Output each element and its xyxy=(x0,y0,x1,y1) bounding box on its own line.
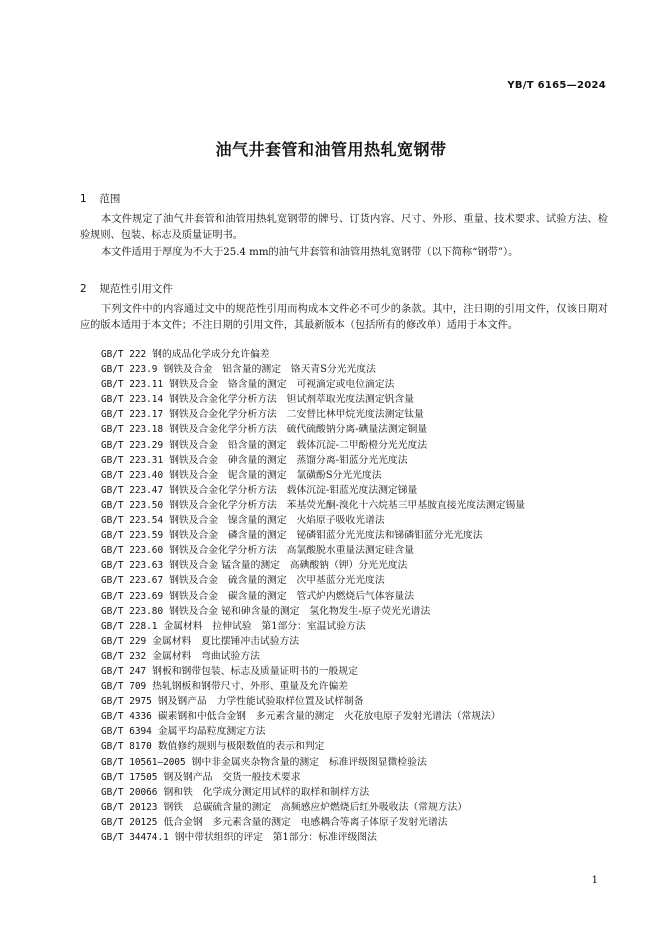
reference-title: 钢铁及合金 砷含量的测定 蒸馏分离-钼蓝分光光度法 xyxy=(169,454,408,466)
reference-title: 数值修约规则与极限数值的表示和判定 xyxy=(157,741,325,753)
reference-item xyxy=(80,438,608,453)
reference-code: GB/T 228.1 xyxy=(101,620,158,632)
reference-code: GB/T 223.9 xyxy=(101,364,158,376)
section-1-title: 范围 xyxy=(99,193,121,205)
reference-item xyxy=(80,558,608,573)
reference-item xyxy=(80,739,608,754)
reference-title: 钢铁及合金 铌含量的测定 氯磺酚S分光光度法 xyxy=(169,469,382,481)
reference-title: 钢和铁 化学成分测定用试样的取样和制样方法 xyxy=(163,786,370,798)
reference-item xyxy=(80,664,608,679)
reference-title: 钢铁及合金 磷含量的测定 铋磷钼蓝分光光度法和锑磷钼蓝分光光度法 xyxy=(169,530,483,542)
reference-item xyxy=(80,755,608,770)
reference-title: 钢铁及合金 铅含量的测定 载体沉淀-二甲酚橙分光光度法 xyxy=(169,439,428,451)
reference-item xyxy=(80,407,608,422)
reference-title: 钢及钢产品 交货一般技术要求 xyxy=(163,771,301,783)
section-2-intro: 下列文件中的内容通过文中的规范性引用而构成本文件必不可少的条款。其中，注日期的引用文件，仅该日期对应的版本适用于本文件；不注日期的引用文件，其最新版本（包括所有的修改单）适用于本文件。 xyxy=(80,304,608,331)
reference-item xyxy=(80,589,608,604)
reference-code: GB/T 6394 xyxy=(101,726,152,738)
reference-item xyxy=(80,679,608,694)
reference-code: GB/T 34474.1 xyxy=(101,832,169,843)
reference-item xyxy=(80,785,608,800)
reference-title: 钢铁及合金化学分析方法 苯基荧光酮-溴化十六烷基三甲基胺直接光度法测定锡量 xyxy=(169,499,526,511)
reference-title: 钢中非金属夹杂物含量的测定 标准评级图显微检验法 xyxy=(191,756,427,768)
reference-item xyxy=(80,483,608,498)
reference-title: 低合金钢 多元素含量的测定 电感耦合等离子体原子发射光谱法 xyxy=(163,816,448,828)
reference-item xyxy=(80,498,608,513)
document-code: YB/T 6165—2024 xyxy=(507,80,606,91)
reference-code: GB/T 223.50 xyxy=(101,499,164,511)
reference-title: 钢及钢产品 力学性能试验取样位置及试样制备 xyxy=(157,696,364,708)
reference-code: GB/T 247 xyxy=(101,665,147,677)
reference-title: 钢铁及合金化学分析方法 高氯酸脱水重量法测定硅含量 xyxy=(169,545,415,557)
reference-item xyxy=(80,694,608,709)
reference-code: GB/T 223.31 xyxy=(101,454,164,466)
reference-item xyxy=(80,800,608,815)
reference-title: 钢的成品化学成分允许偏差 xyxy=(152,349,270,360)
reference-code: GB/T 223.59 xyxy=(101,530,164,542)
reference-code: GB/T 709 xyxy=(101,681,147,693)
reference-code: GB/T 223.67 xyxy=(101,575,164,587)
reference-item xyxy=(80,528,608,543)
reference-item xyxy=(80,468,608,483)
reference-code: GB/T 223.63 xyxy=(101,560,164,572)
reference-code: GB/T 223.47 xyxy=(101,484,164,496)
reference-code: GB/T 223.60 xyxy=(101,545,164,557)
reference-title: 钢铁及合金化学分析方法 载体沉淀-钼蓝光度法测定锑量 xyxy=(169,484,418,496)
section-1-paragraph-1: 本文件规定了油气井套管和油管用热轧宽钢带的牌号、订货内容、尺寸、外形、重量、技术要求、试验方法、检验规则、包装、标志及质量证明书。 xyxy=(80,214,608,241)
reference-title: 钢铁及合金化学分析方法 二安替比林甲烷光度法测定钛量 xyxy=(169,409,424,421)
reference-title: 金属材料 弯曲试验方法 xyxy=(152,650,260,662)
reference-item xyxy=(80,543,608,558)
section-1-number: 1 xyxy=(80,193,87,205)
section-1-heading xyxy=(80,191,120,206)
reference-title: 热轧钢板和钢带尺寸、外形、重量及允许偏差 xyxy=(152,681,349,693)
section-1-paragraph-2: 本文件适用于厚度为不大于25.4 mm的油气井套管和油管用热轧宽钢带（以下简称“钢带”）。 xyxy=(101,247,519,258)
reference-code: GB/T 4336 xyxy=(101,711,152,723)
page-number: 1 xyxy=(591,875,598,886)
reference-title: 金属平均晶粒度测定方法 xyxy=(157,726,266,738)
reference-title: 钢铁及合金 镍含量的测定 火焰原子吸收光谱法 xyxy=(169,515,385,527)
reference-title: 钢铁及合金 碳含量的测定 管式炉内燃烧后气体容量法 xyxy=(169,590,415,602)
reference-item xyxy=(80,709,608,724)
reference-title: 钢铁及合金化学分析方法 硫代硫酸钠分离-碘量法测定铜量 xyxy=(169,424,428,436)
reference-title: 钢铁 总碳硫含量的测定 高频感应炉燃烧后红外吸收法（常规方法） xyxy=(163,801,468,813)
reference-code: GB/T 20125 xyxy=(101,816,158,828)
reference-title: 钢铁及合金 铝含量的测定 铬天青S分光光度法 xyxy=(163,364,376,376)
reference-title: 金属材料 拉伸试验 第1部分：室温试验方法 xyxy=(163,620,366,632)
reference-item xyxy=(80,634,608,649)
reference-item xyxy=(80,513,608,528)
reference-item xyxy=(80,619,608,634)
reference-item xyxy=(80,830,608,845)
section-2-heading xyxy=(80,281,173,296)
reference-code: GB/T 223.54 xyxy=(101,515,164,527)
section-2-title: 规范性引用文件 xyxy=(99,283,173,295)
reference-code: GB/T 223.69 xyxy=(101,590,164,602)
reference-title: 金属材料 夏比摆锤冲击试验方法 xyxy=(152,635,300,647)
reference-code: GB/T 222 xyxy=(101,349,147,360)
reference-title: 钢铁及合金 铋和砷含量的测定 氢化物发生-原子荧光光谱法 xyxy=(169,605,431,617)
reference-item xyxy=(80,362,608,377)
reference-code: GB/T 223.40 xyxy=(101,469,164,481)
reference-code: GB/T 223.17 xyxy=(101,409,164,421)
reference-code: GB/T 20123 xyxy=(101,801,158,813)
reference-title: 钢铁及合金 铬含量的测定 可视滴定或电位滴定法 xyxy=(169,379,395,391)
reference-code: GB/T 223.29 xyxy=(101,439,164,451)
reference-title: 钢铁及合金 锰含量的测定 高碘酸钠（钾）分光光度法 xyxy=(169,560,408,572)
reference-code: GB/T 20066 xyxy=(101,786,158,798)
reference-item xyxy=(80,649,608,664)
reference-title: 钢板和钢带包装、标志及质量证明书的一般规定 xyxy=(152,665,358,677)
reference-title: 钢铁及合金化学分析方法 钽试剂萃取光度法测定钒含量 xyxy=(169,394,415,406)
reference-item xyxy=(80,604,608,619)
reference-code: GB/T 17505 xyxy=(101,771,158,783)
reference-title: 钢铁及合金 硫含量的测定 次甲基蓝分光光度法 xyxy=(169,575,385,587)
reference-title: 碳素钢和中低合金钢 多元素含量的测定 火花放电原子发射光谱法（常规法） xyxy=(157,711,501,723)
document-title: 油气井套管和油管用热轧宽钢带 xyxy=(215,140,447,159)
reference-item xyxy=(80,573,608,588)
reference-code: GB/T 223.80 xyxy=(101,605,164,617)
reference-code: GB/T 223.18 xyxy=(101,424,164,436)
reference-code: GB/T 229 xyxy=(101,635,147,647)
reference-code: GB/T 223.11 xyxy=(101,379,164,391)
reference-code: GB/T 223.14 xyxy=(101,394,164,406)
reference-item xyxy=(80,770,608,785)
reference-code: GB/T 2975 xyxy=(101,696,152,708)
reference-item xyxy=(80,347,608,362)
reference-item xyxy=(80,377,608,392)
reference-item xyxy=(80,392,608,407)
reference-item xyxy=(80,815,608,830)
reference-item xyxy=(80,453,608,468)
reference-title: 钢中带状组织的评定 第1部分：标准评级图法 xyxy=(174,832,377,843)
section-2-number: 2 xyxy=(80,283,87,295)
reference-code: GB/T 8170 xyxy=(101,741,152,753)
reference-item xyxy=(80,724,608,739)
reference-code: GB/T 10561—2005 xyxy=(101,756,186,768)
reference-code: GB/T 232 xyxy=(101,650,147,662)
normative-references-list xyxy=(80,347,608,845)
reference-item xyxy=(80,422,608,437)
